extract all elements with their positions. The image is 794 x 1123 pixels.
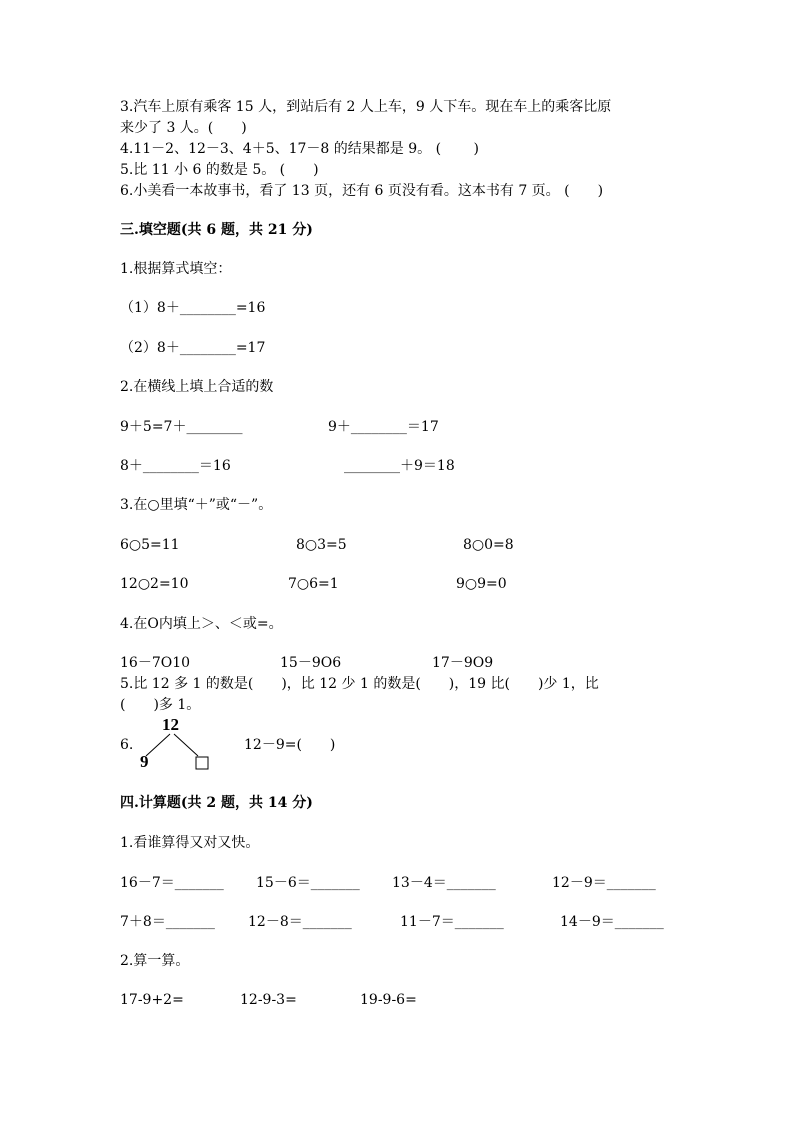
tree-left-number: 9 — [140, 752, 149, 771]
fill-q4-item-c: 17－9O9 — [432, 655, 494, 671]
fill-q6-equation: 12－9=( ) — [244, 737, 336, 753]
fill-q3-item-f: 9○9=0 — [456, 576, 507, 592]
fill-q3-label: 3.在○里填“＋”或“－”。 — [120, 497, 273, 513]
calc-row1-item4: 12－9＝_______ — [552, 875, 656, 891]
fill-q3-item-d: 12○2=10 — [120, 576, 189, 592]
judge-q3-line2: 来少了 3 人。( ) — [120, 120, 247, 136]
fill-q2-item-d: ________＋9＝18 — [344, 458, 455, 474]
fill-q2-item-b: 9＋________＝17 — [328, 419, 439, 435]
judge-q5: 5.比 11 小 6 的数是 5。 ( ) — [120, 162, 319, 178]
fill-q2-item-a: 9＋5=7＋________ — [120, 419, 243, 435]
calc-row2-item2: 12－8＝_______ — [248, 914, 352, 930]
fill-q1-part1: （1）8＋________=16 — [120, 300, 266, 316]
section4-title: 四.计算题(共 2 题，共 14 分) — [120, 795, 313, 811]
fill-q4-item-b: 15－9O6 — [280, 655, 342, 671]
calc-row2-item1: 7＋8＝_______ — [120, 914, 215, 930]
fill-q3-item-b: 8○3=5 — [296, 537, 347, 553]
fill-q3-item-e: 7○6=1 — [288, 576, 339, 592]
number-tree-diagram — [140, 730, 220, 775]
fill-q4-item-a: 16－7O10 — [120, 655, 191, 671]
tree-answer-box — [196, 757, 208, 769]
fill-q2-item-c: 8＋________＝16 — [120, 458, 231, 474]
calc-q2-item2: 12-9-3= — [240, 992, 297, 1008]
fill-q5-line1: 5.比 12 多 1 的数是( )，比 12 少 1 的数是( )，19 比( )少 1，比 — [120, 676, 599, 692]
section3-title: 三.填空题(共 6 题，共 21 分) — [120, 222, 313, 238]
calc-row1-item1: 16－7＝_______ — [120, 875, 224, 891]
fill-q6-label: 6. — [120, 737, 134, 753]
calc-row2-item3: 11－7＝_______ — [400, 914, 504, 930]
calc-q1-label: 1.看谁算得又对又快。 — [120, 835, 260, 851]
calc-row1-item2: 15－6＝_______ — [256, 875, 360, 891]
judge-q4: 4.11－2、12－3、4＋5、17－8 的结果都是 9。 ( ) — [120, 141, 479, 157]
calc-q2-item1: 17-9+2= — [120, 992, 184, 1008]
fill-q4-label: 4.在O内填上＞、＜或=。 — [120, 616, 283, 632]
calc-q2-label: 2.算一算。 — [120, 953, 190, 969]
calc-row2-item4: 14－9＝_______ — [560, 914, 664, 930]
judge-q6: 6.小美看一本故事书，看了 13 页，还有 6 页没有看。这本书有 7 页。 ( ) — [120, 183, 604, 199]
calc-q2-item3: 19-9-6= — [360, 992, 417, 1008]
fill-q3-item-a: 6○5=11 — [120, 537, 180, 553]
judge-q3-line1: 3.汽车上原有乘客 15 人，到站后有 2 人上车，9 人下车。现在车上的乘客比原 — [120, 99, 612, 115]
fill-q1-label: 1.根据算式填空： — [120, 261, 232, 277]
fill-q1-part2: （2）8＋________=17 — [120, 340, 266, 356]
tree-top-number: 12 — [162, 715, 179, 734]
fill-q5-line2: ( )多 1。 — [120, 697, 201, 713]
fill-q3-item-c: 8○0=8 — [463, 537, 514, 553]
tree-left-branch — [146, 734, 170, 756]
calc-row1-item3: 13－4＝_______ — [392, 875, 496, 891]
fill-q2-label: 2.在横线上填上合适的数 — [120, 379, 274, 395]
tree-right-branch — [174, 734, 198, 756]
